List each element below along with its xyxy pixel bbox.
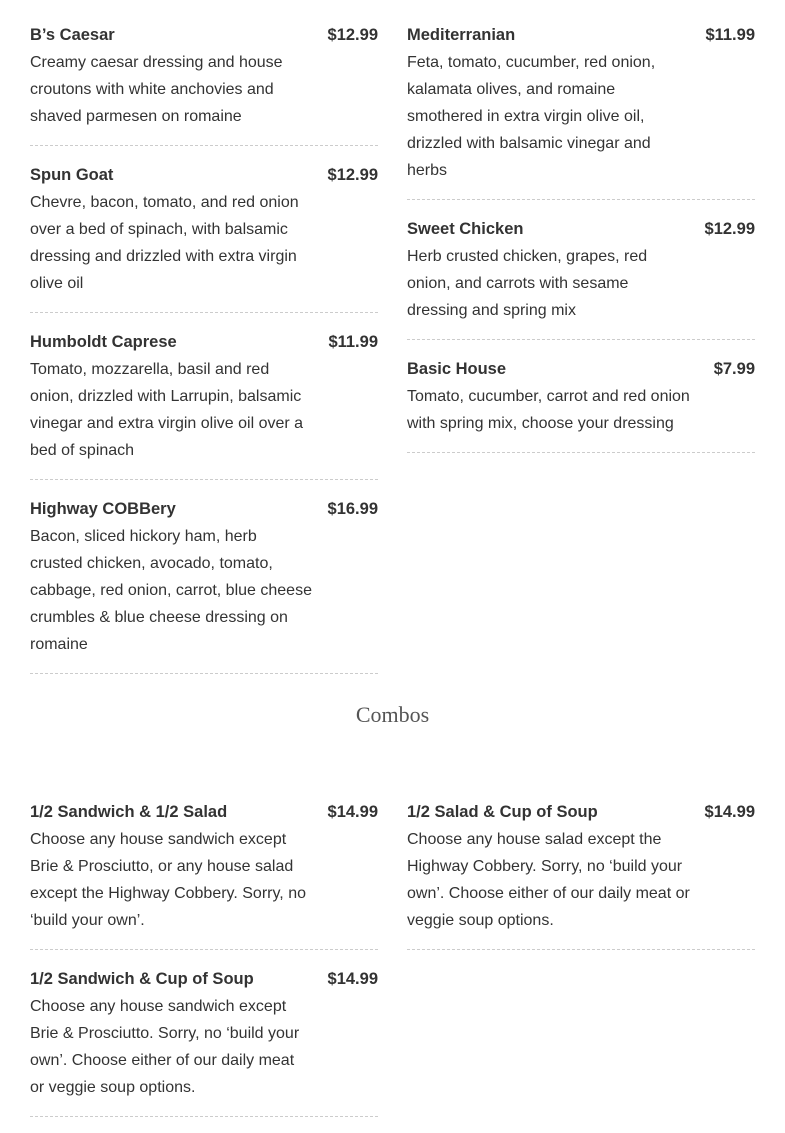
menu-item-description: Tomato, mozzarella, basil and red onion, drizzled with Larrupin, balsamic vinegar and extra virgin olive oil over a bed of spinach <box>30 361 304 459</box>
menu-item-description: Choose any house sandwich except Brie & Prosciutto. Sorry, no ‘build your own’. Choose either of our daily meat or veggie soup options. <box>30 998 300 1096</box>
menu-item-description: Choose any house sandwich except Brie & Prosciutto, or any house salad except the Highway Cobbery. Sorry, no ‘build your own’. <box>30 831 306 929</box>
menu-item-name: Mediterranian <box>407 26 516 44</box>
menu-item-description: Bacon, sliced hickory ham, herb crusted chicken, avocado, tomato, cabbage, red onion, carrot, blue cheese crumbles & blue cheese dressing on romaine <box>30 528 312 653</box>
menu-item-name: Basic House <box>407 360 507 378</box>
menu-item-name: Spun Goat <box>30 166 114 184</box>
salad-menu-section <box>30 22 755 690</box>
menu-item-name: 1/2 Sandwich & 1/2 Salad <box>30 803 228 821</box>
menu-item-price: $14.99 <box>327 803 378 821</box>
menu-item-price: $12.99 <box>704 220 755 238</box>
menu-item <box>30 22 378 146</box>
menu-item-price: $11.99 <box>705 26 755 44</box>
menu-item-description: Chevre, bacon, tomato, and red onion over a bed of spinach, with balsamic dressing and drizzled with extra virgin olive oil <box>30 194 299 292</box>
menu-item-price: $14.99 <box>704 803 755 821</box>
menu-item <box>30 966 378 1117</box>
menu-item-price: $16.99 <box>327 500 378 518</box>
menu-item-name: Highway COBBery <box>30 500 176 518</box>
section-title-combos: Combos <box>355 702 430 727</box>
menu-item-description: Feta, tomato, cucumber, red onion, kalamata olives, and romaine smothered in extra virgin olive oil, drizzled with balsamic vinegar and herbs <box>407 54 656 179</box>
menu-item-description: Choose any house salad except the Highway Cobbery. Sorry, no ‘build your own’. Choose either of our daily meat or veggie soup options. <box>407 831 690 929</box>
menu-item <box>407 22 755 200</box>
menu-item-description: Creamy caesar dressing and house croutons with white anchovies and shaved parmesen on romaine <box>30 54 283 125</box>
salad-column-left <box>30 22 378 690</box>
menu-item <box>30 162 378 313</box>
menu-item <box>407 799 755 950</box>
menu-item-name: Sweet Chicken <box>407 220 524 238</box>
menu-item <box>30 799 378 950</box>
menu-item <box>407 356 755 453</box>
menu-item-name: 1/2 Salad & Cup of Soup <box>407 803 598 821</box>
menu-item-description: Tomato, cucumber, carrot and red onion with spring mix, choose your dressing <box>407 388 690 432</box>
combo-menu-section <box>30 799 755 1133</box>
combo-column-left <box>30 799 378 1133</box>
menu-item-description: Herb crusted chicken, grapes, red onion, and carrots with sesame dressing and spring mix <box>407 248 648 319</box>
menu-item-price: $7.99 <box>713 360 755 378</box>
salad-column-right <box>407 22 755 690</box>
menu-item-price: $14.99 <box>327 970 378 988</box>
menu-item-name: 1/2 Sandwich & Cup of Soup <box>30 970 254 988</box>
menu-item-price: $12.99 <box>327 166 378 184</box>
menu-item <box>30 496 378 674</box>
menu-item-name: Humboldt Caprese <box>30 333 177 351</box>
menu-item <box>407 216 755 340</box>
menu-item <box>30 329 378 480</box>
menu-item-price: $12.99 <box>327 26 378 44</box>
combo-column-right <box>407 799 755 1133</box>
menu-item-price: $11.99 <box>328 333 378 351</box>
menu-item-name: B’s Caesar <box>30 26 115 44</box>
